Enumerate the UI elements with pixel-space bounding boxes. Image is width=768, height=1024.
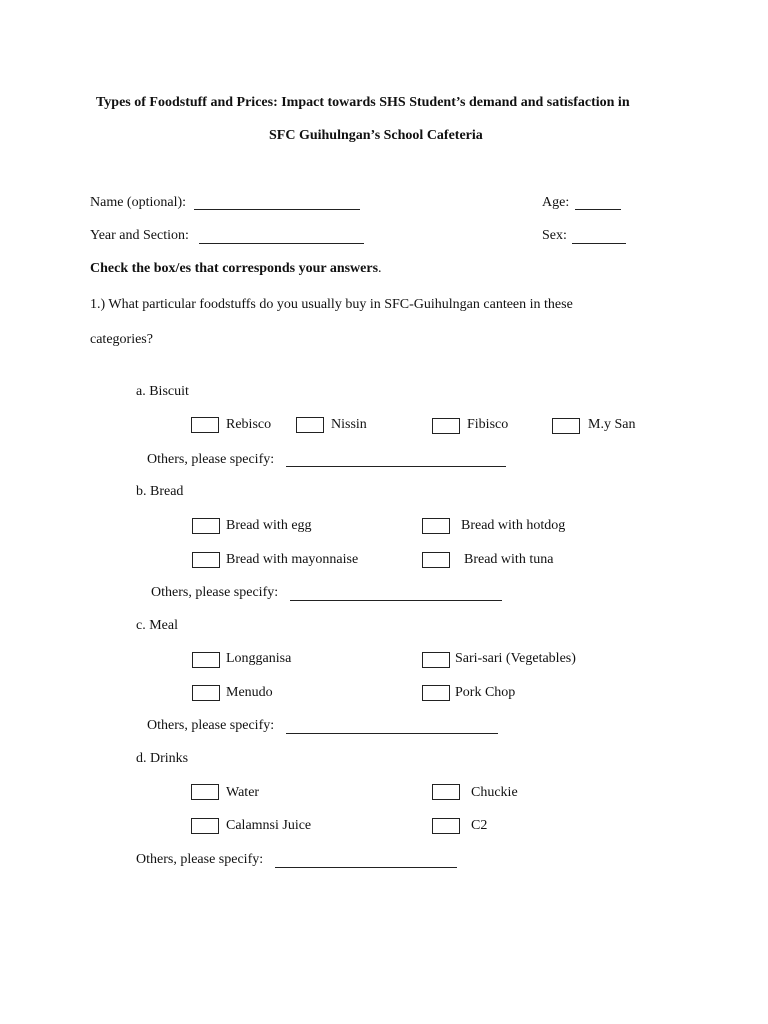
checkbox-water[interactable]	[191, 784, 219, 800]
checkbox-calamansi-juice[interactable]	[191, 818, 219, 834]
option-bread-with-egg: Bread with egg	[226, 518, 312, 533]
year-section-label: Year and Section:	[90, 228, 189, 243]
question-1-line-2: categories?	[90, 332, 153, 347]
drinks-heading: d. Drinks	[136, 751, 189, 766]
bread-heading: b. Bread	[136, 484, 184, 499]
sex-label: Sex:	[542, 228, 567, 243]
checkbox-bread-with-tuna[interactable]	[422, 552, 450, 568]
option-my-san: M.y San	[588, 417, 636, 432]
document-title-line-1: Types of Foodstuff and Prices: Impact towards SHS Student’s demand and satisfaction in	[96, 95, 630, 110]
checkbox-bread-with-egg[interactable]	[192, 518, 220, 534]
option-chuckie: Chuckie	[471, 785, 518, 800]
option-longganisa: Longganisa	[226, 651, 292, 666]
checkbox-sari-sari[interactable]	[422, 652, 450, 668]
biscuit-others-blank[interactable]	[286, 466, 506, 467]
checkbox-bread-with-hotdog[interactable]	[422, 518, 450, 534]
option-rebisco: Rebisco	[226, 417, 272, 432]
option-fibisco: Fibisco	[467, 417, 509, 432]
option-bread-with-mayonnaise: Bread with mayonnaise	[226, 552, 359, 567]
option-nissin: Nissin	[331, 417, 367, 432]
option-bread-with-tuna: Bread with tuna	[464, 552, 554, 567]
checkbox-rebisco[interactable]	[191, 417, 219, 433]
checkbox-menudo[interactable]	[192, 685, 220, 701]
checkbox-chuckie[interactable]	[432, 784, 460, 800]
instruction-text: Check the box/es that corresponds your answers	[90, 261, 379, 276]
age-blank[interactable]	[575, 209, 621, 210]
bread-others-label: Others, please specify:	[151, 585, 279, 600]
checkbox-pork-chop[interactable]	[422, 685, 450, 701]
checkbox-nissin[interactable]	[296, 417, 324, 433]
meal-heading: c. Meal	[136, 618, 178, 633]
biscuit-heading: a. Biscuit	[136, 384, 189, 399]
name-blank[interactable]	[194, 209, 360, 210]
meal-others-blank[interactable]	[286, 733, 498, 734]
option-sari-sari: Sari-sari (Vegetables)	[455, 651, 576, 666]
checkbox-longganisa[interactable]	[192, 652, 220, 668]
age-label: Age:	[542, 195, 570, 210]
checkbox-my-san[interactable]	[552, 418, 580, 434]
year-section-blank[interactable]	[199, 243, 364, 244]
checkbox-bread-with-mayonnaise[interactable]	[192, 552, 220, 568]
drinks-others-label: Others, please specify:	[136, 852, 264, 867]
option-bread-with-hotdog: Bread with hotdog	[461, 518, 566, 533]
option-pork-chop: Pork Chop	[455, 685, 516, 700]
instruction-period: .	[378, 261, 382, 276]
option-menudo: Menudo	[226, 685, 273, 700]
bread-others-blank[interactable]	[290, 600, 502, 601]
meal-others-label: Others, please specify:	[147, 718, 275, 733]
name-label: Name (optional):	[90, 195, 187, 210]
drinks-others-blank[interactable]	[275, 867, 457, 868]
option-c2: C2	[471, 818, 488, 833]
checkbox-c2[interactable]	[432, 818, 460, 834]
biscuit-others-label: Others, please specify:	[147, 452, 275, 467]
document-title-line-2: SFC Guihulngan’s School Cafeteria	[269, 128, 483, 143]
checkbox-fibisco[interactable]	[432, 418, 460, 434]
option-calamansi-juice: Calamnsi Juice	[226, 818, 312, 833]
sex-blank[interactable]	[572, 243, 626, 244]
instruction	[90, 261, 382, 277]
option-water: Water	[226, 785, 260, 800]
question-1-line-1: 1.) What particular foodstuffs do you usually buy in SFC-Guihulngan canteen in these	[90, 297, 573, 312]
